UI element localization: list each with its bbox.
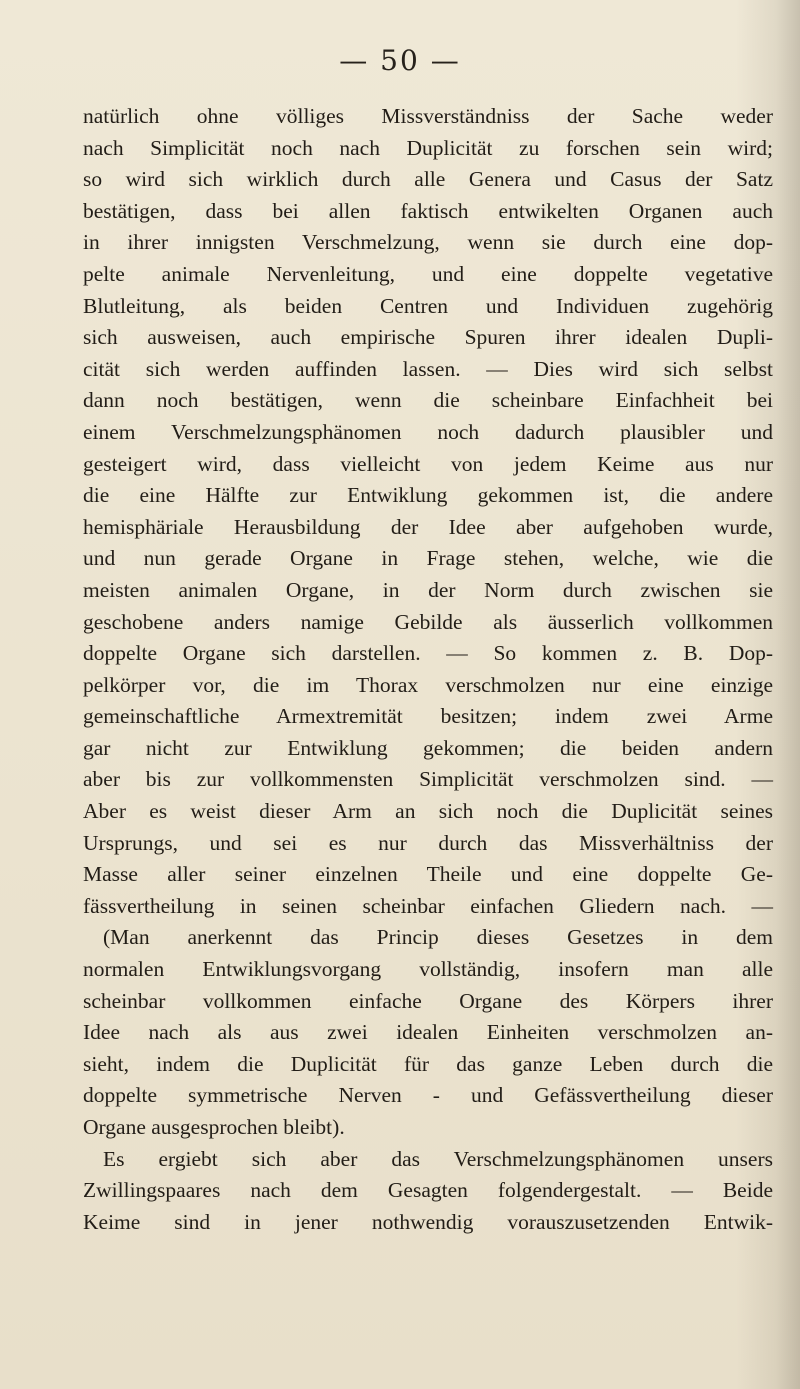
text-line: doppelte Organe sich darstellen. — So kommen z. B. Dop- [83, 641, 773, 666]
text-line: pelte animale Nervenleitung, und eine doppelte vegetative [83, 261, 773, 286]
text-line: scheinbar vollkommen einfache Organe des Körpers ihrer [83, 988, 773, 1013]
text-line: doppelte symmetrische Nerven - und Gefässvertheilung dieser [83, 1083, 773, 1108]
text-line: einem Verschmelzungsphänomen noch dadurch plausibler und [83, 419, 773, 444]
text-line: in ihrer innigsten Verschmelzung, wenn sie durch eine dop- [83, 230, 773, 255]
text-line: geschobene anders namige Gebilde als äusserlich vollkommen [83, 609, 773, 634]
text-line: so wird sich wirklich durch alle Genera und Casus der Satz [83, 167, 773, 192]
text-line: Aber es weist dieser Arm an sich noch die Duplicität seines [83, 799, 773, 824]
text-line: die eine Hälfte zur Entwiklung gekommen ist, die andere [83, 483, 773, 508]
page-number: — 50 — [339, 44, 461, 77]
text-line: normalen Entwiklungsvorgang vollständig, insofern man alle [83, 957, 773, 982]
text-line: gar nicht zur Entwiklung gekommen; die beiden andern [83, 735, 773, 760]
text-line: (Man anerkennt das Princip dieses Gesetzes in dem [103, 925, 773, 950]
text-line: Blutleitung, als beiden Centren und Individuen zugehörig [83, 293, 773, 318]
body-text [83, 101, 773, 1238]
text-line: und nun gerade Organe in Frage stehen, welche, wie die [83, 546, 773, 571]
text-line: aber bis zur vollkommensten Simplicität verschmolzen sind. — [83, 767, 773, 792]
text-line: fässvertheilung in seinen scheinbar einfachen Gliedern nach. — [83, 893, 773, 918]
text-line: Zwillingspaares nach dem Gesagten folgendergestalt. — Beide [83, 1178, 773, 1203]
text-line: Idee nach als aus zwei idealen Einheiten verschmolzen an- [83, 1020, 773, 1045]
text-line: sich ausweisen, auch empirische Spuren ihrer idealen Dupli- [83, 325, 773, 350]
text-line: pelkörper vor, die im Thorax verschmolzen nur eine einzige [83, 672, 773, 697]
text-line: meisten animalen Organe, in der Norm durch zwischen sie [83, 577, 773, 602]
text-line: Masse aller seiner einzelnen Theile und eine doppelte Ge- [83, 862, 773, 887]
text-line: gemeinschaftliche Armextremität besitzen; indem zwei Arme [83, 704, 773, 729]
text-line: cität sich werden auffinden lassen. — Dies wird sich selbst [83, 356, 773, 381]
text-line: nach Simplicität noch nach Duplicität zu forschen sein wird; [83, 135, 773, 160]
text-line: hemisphäriale Herausbildung der Idee aber aufgehoben wurde, [83, 514, 773, 539]
text-line: Organe ausgesprochen bleibt). [83, 1115, 345, 1139]
text-line: Ursprungs, und sei es nur durch das Missverhältniss der [83, 830, 773, 855]
text-line: gesteigert wird, dass vielleicht von jedem Keime aus nur [83, 451, 773, 476]
text-line: natürlich ohne völliges Missverständniss der Sache weder [83, 104, 773, 128]
text-line: Keime sind in jener nothwendig vorauszusetzenden Entwik- [83, 1209, 773, 1234]
text-line: dann noch bestätigen, wenn die scheinbare Einfachheit bei [83, 388, 773, 413]
text-line: bestätigen, dass bei allen faktisch entwikelten Organen auch [83, 198, 773, 223]
text-line: sieht, indem die Duplicität für das ganze Leben durch die [83, 1051, 773, 1076]
text-line: Es ergiebt sich aber das Verschmelzungsphänomen unsers [103, 1146, 773, 1171]
